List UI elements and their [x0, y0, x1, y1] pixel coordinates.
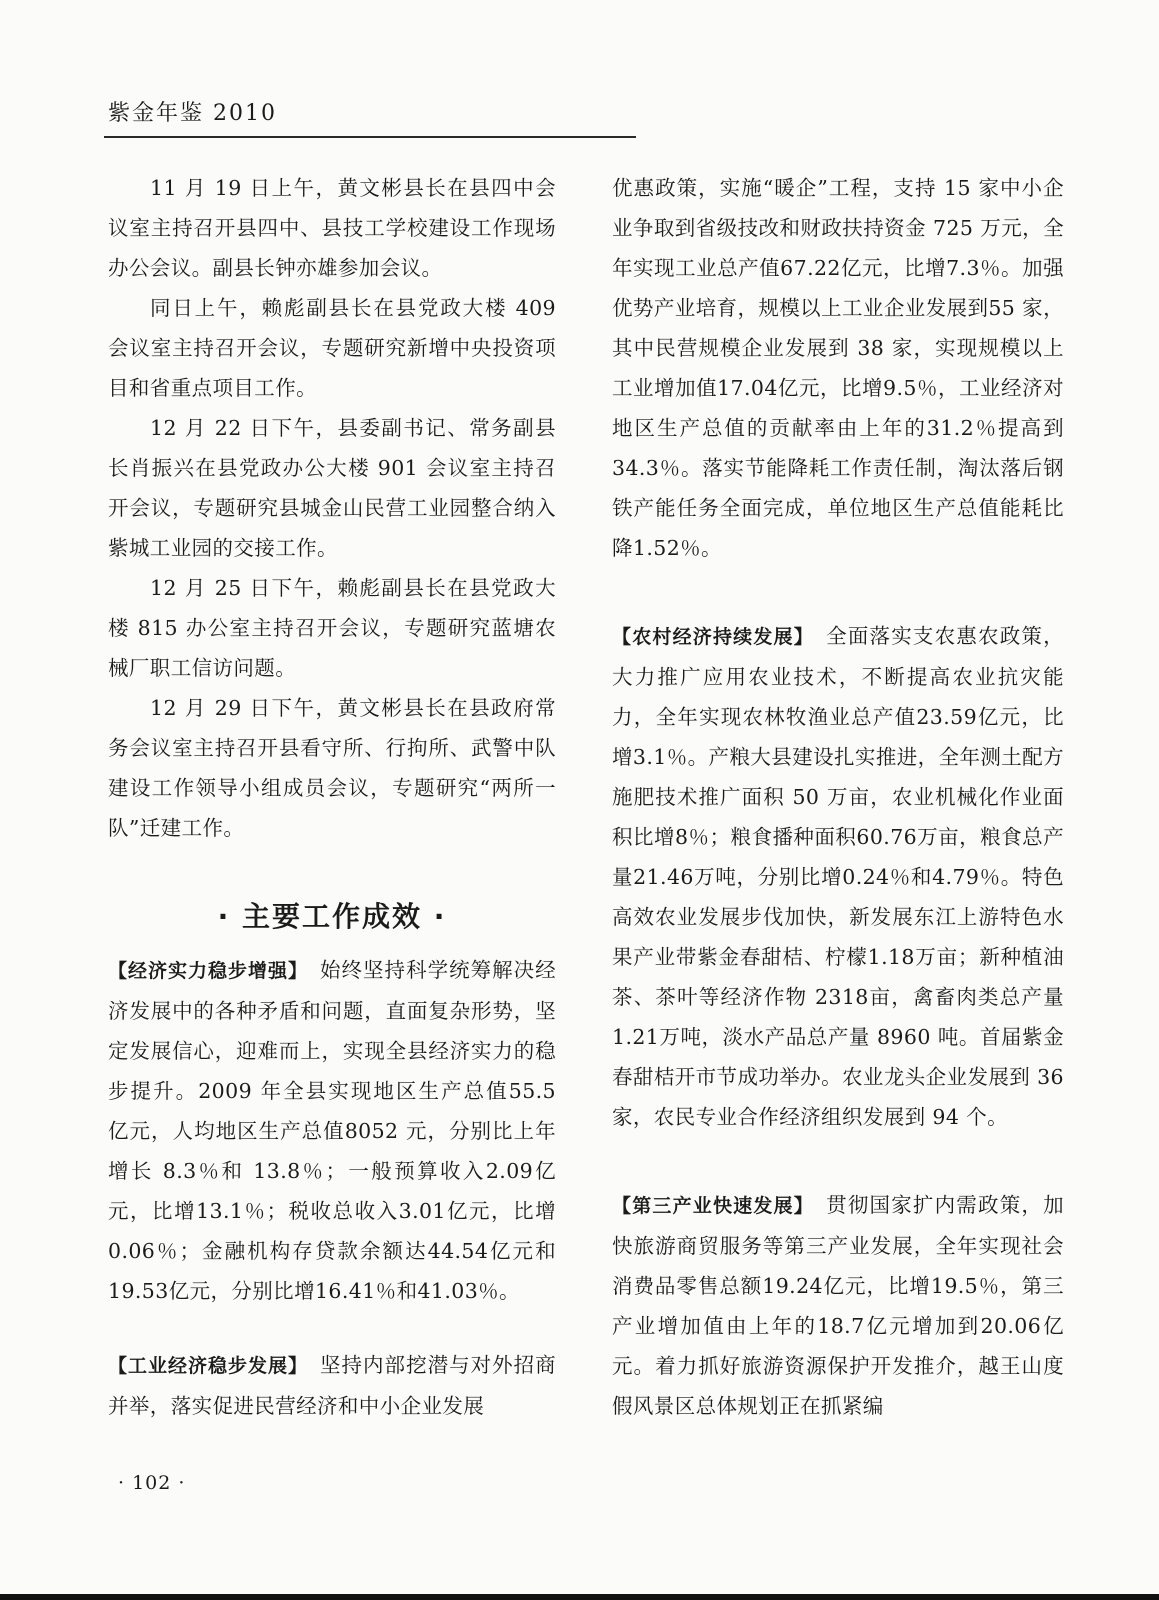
- industry-tag: 【工业经济稳步发展】: [108, 1355, 299, 1377]
- page-number: · 102 ·: [118, 1472, 186, 1494]
- paragraph-dec-29: 12 月 29 日下午，黄文彬县长在县政府常务会议室主持召开县看守所、行拘所、武警中队建设工作领导小组成员会议，专题研究“两所一队”迁建工作。: [108, 696, 556, 840]
- paragraph-dec-25: 12 月 25 日下午，赖彪副县长在县党政大楼 815 办公室主持召开会议，专题研究蓝塘农械厂职工信访问题。: [108, 576, 556, 680]
- industry-paragraph: [108, 1345, 556, 1426]
- paragraph-same-day: 同日上午，赖彪副县长在县党政大楼 409 会议室主持召开会议，专题研究新增中央投资项目和省重点项目工作。: [108, 296, 556, 400]
- header-rule: [104, 136, 636, 138]
- industry-text: 坚持内部挖潜与对外招商并举，落实促进民营经济和中小企业发展: [108, 1353, 556, 1418]
- tertiary-tag: 【第三产业快速发展】: [612, 1195, 805, 1217]
- economy-tag: 【经济实力稳步增强】: [108, 960, 299, 982]
- economy-text: 始终坚持科学统筹解决经济发展中的各种矛盾和问题，直面复杂形势，坚定发展信心，迎难而上，实现全县经济实力的稳步提升。2009 年全县实现地区生产总值55.5 亿元，人均地区生产总值8052 元，分别比上年增长 8.3％和 13.8％；一般预算收入2.09亿元，比增13.1％；税收总收入3.01亿元，比增0.06％；金融机构存贷款余额达44.54亿元和19.53亿元，分别比增16.41％和41.03％。: [108, 958, 556, 1303]
- tertiary-paragraph: [612, 1185, 1064, 1426]
- agriculture-text: 全面落实支农惠农政策，大力推广应用农业技术，不断提高农业抗灾能力，全年实现农林牧渔业总产值23.59亿元，比增3.1％。产粮大县建设扎实推进，全年测土配方施肥技术推广面积 50 万亩，农业机械化作业面积比增8％；粮食播种面积60.76万亩，粮食总产量21.46万吨，分别比增0.24％和4.79％。特色高效农业发展步伐加快，新发展东江上游特色水果产业带紫金春甜桔、柠檬1.18万亩；新种植油茶、茶叶等经济作物 2318亩，禽畜肉类总产量1.21万吨，淡水产品总产量 8960 吨。首届紫金春甜桔开市节成功举办。农业龙头企业发展到 36 家，农民专业合作经济组织发展到 94 个。: [612, 624, 1064, 1129]
- section-heading: · 主要工作成效 ·: [217, 900, 447, 933]
- scan-edge: [0, 1594, 1159, 1600]
- right-column: [612, 168, 1064, 1426]
- running-title: 紫金年鉴 2010: [108, 101, 277, 126]
- left-column: [108, 168, 556, 1426]
- agriculture-tag: 【农村经济持续发展】: [612, 626, 805, 648]
- industry-continuation: 优惠政策，实施“暖企”工程，支持 15 家中小企业争取到省级技改和财政扶持资金 725 万元，全年实现工业总产值67.22亿元，比增7.3％。加强优势产业培育，规模以上工业企业发展到55 家，其中民营规模企业发展到 38 家，实现规模以上工业增加值17.04亿元，比增9.5％，工业经济对地区生产总值的贡献率由上年的31.2％提高到34.3％。落实节能降耗工作责任制，淘汰落后钢铁产能任务全面完成，单位地区生产总值能耗比降1.52％。: [612, 176, 1064, 560]
- paragraph-nov-19: 11 月 19 日上午，黄文彬县长在县四中会议室主持召开县四中、县技工学校建设工作现场办公会议。副县长钟亦雄参加会议。: [108, 176, 556, 280]
- paragraph-dec-22: 12 月 22 日下午，县委副书记、常务副县长肖振兴在县党政办公大楼 901 会议室主持召开会议，专题研究县城金山民营工业园整合纳入紫城工业园的交接工作。: [108, 416, 556, 560]
- tertiary-text: 贯彻国家扩内需政策，加快旅游商贸服务等第三产业发展，全年实现社会消费品零售总额19.24亿元，比增19.5％，第三产业增加值由上年的18.7亿元增加到20.06亿元。着力抓好旅游资源保护开发推介，越王山度假风景区总体规划正在抓紧编: [612, 1193, 1064, 1418]
- economy-paragraph: [108, 950, 556, 1311]
- agriculture-paragraph: [612, 616, 1064, 1137]
